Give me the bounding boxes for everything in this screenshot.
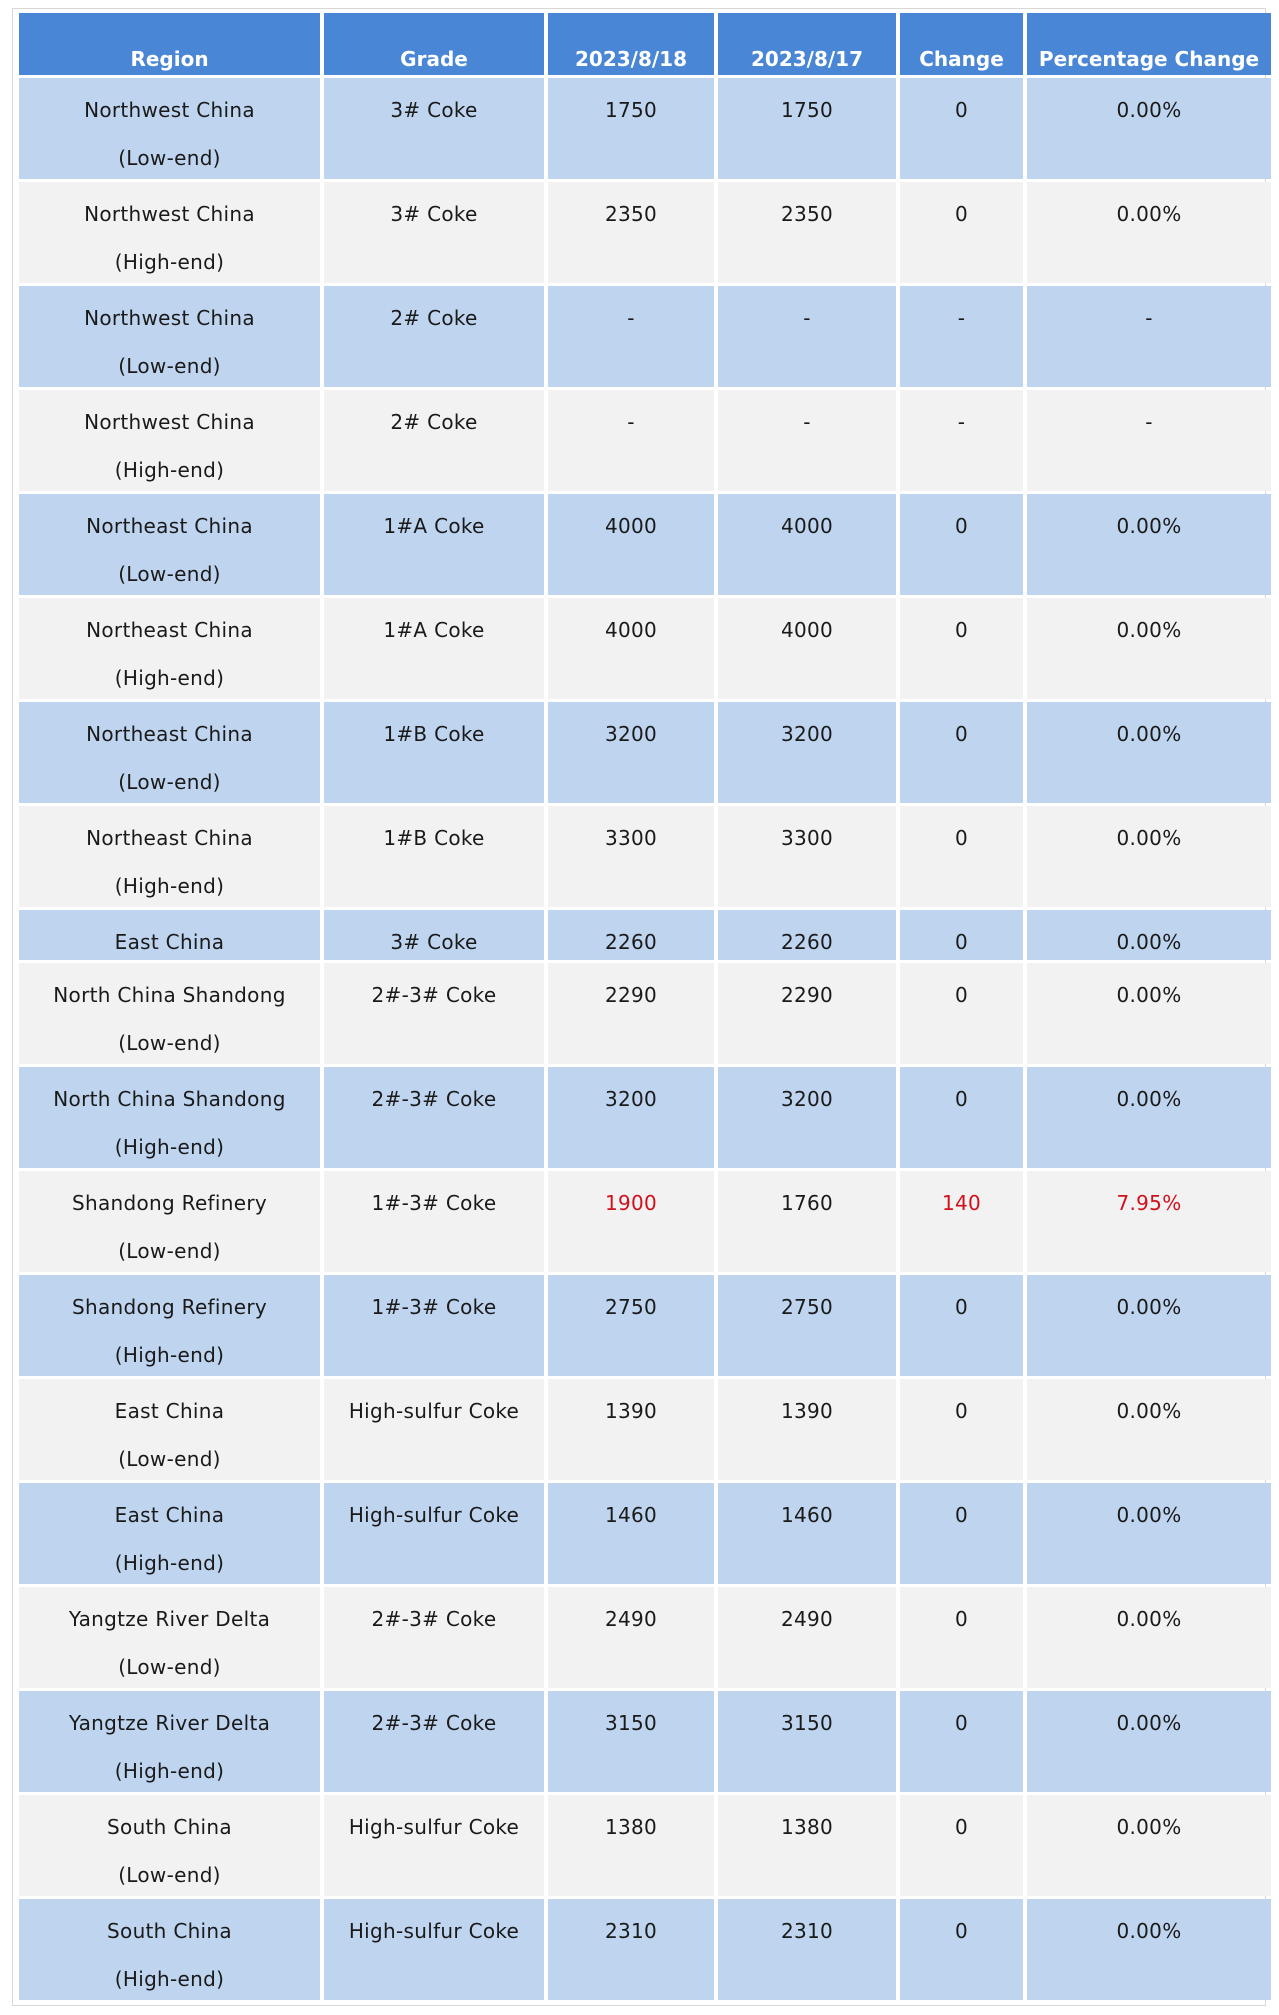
price-date-2-cell (718, 910, 896, 960)
price-date-2-cell (718, 806, 896, 907)
percentage-change-cell (1027, 1587, 1271, 1688)
region-range: (High-end) (114, 1759, 225, 1783)
region-cell (19, 1587, 320, 1688)
price-date-1-cell-value: - (627, 410, 635, 434)
price-date-2-cell (718, 963, 896, 1064)
price-date-2-cell (718, 78, 896, 179)
change-cell-value: 0 (954, 1087, 969, 1111)
region-name: South China (107, 1919, 232, 1943)
price-date-1-cell-value: 2350 (604, 202, 658, 226)
grade-cell-value: 3# Coke (390, 930, 478, 954)
price-date-1-cell (548, 390, 714, 491)
region-range: (Low-end) (118, 1655, 221, 1679)
grade-cell (324, 1587, 544, 1688)
price-date-2-cell (718, 286, 896, 387)
change-cell (900, 1275, 1023, 1376)
table-row (19, 1483, 1271, 1584)
price-date-2-cell-value: 2290 (780, 983, 834, 1007)
price-date-2-cell-value: 3200 (780, 1087, 834, 1111)
percentage-change-cell (1027, 1795, 1271, 1896)
percentage-change-cell-value: 0.00% (1116, 1295, 1182, 1319)
change-cell-value: 0 (954, 1607, 969, 1631)
percentage-change-cell-value: 0.00% (1116, 930, 1182, 954)
percentage-change-cell-value: 0.00% (1116, 1503, 1182, 1527)
table-row (19, 1275, 1271, 1376)
grade-cell (324, 963, 544, 1064)
price-date-1-cell-value: 3200 (604, 722, 658, 746)
grade-cell-value: 2# Coke (390, 410, 478, 434)
grade-cell-value: 2#-3# Coke (371, 1711, 497, 1735)
price-date-1-cell-value: - (627, 306, 635, 330)
change-cell-value: 0 (954, 826, 969, 850)
grade-cell (324, 1899, 544, 2000)
region-cell (19, 806, 320, 907)
column-header-date-2: 2023/8/17 (718, 13, 896, 75)
region-name: Northeast China (86, 722, 253, 746)
percentage-change-cell (1027, 390, 1271, 491)
price-date-2-cell (718, 494, 896, 595)
price-table (15, 10, 1275, 2003)
region-range: (High-end) (114, 250, 225, 274)
price-date-2-cell (718, 1691, 896, 1792)
change-cell-value: 0 (954, 722, 969, 746)
region-range: (Low-end) (118, 562, 221, 586)
region-name: North China Shandong (53, 983, 286, 1007)
grade-cell (324, 1691, 544, 1792)
change-cell-value: 0 (954, 1295, 969, 1319)
change-cell (900, 78, 1023, 179)
change-cell (900, 1067, 1023, 1168)
region-name: Northeast China (86, 514, 253, 538)
percentage-change-cell-value: 0.00% (1116, 1815, 1182, 1839)
price-date-2-cell-value: 3200 (780, 722, 834, 746)
grade-cell-value: High-sulfur Coke (348, 1399, 520, 1423)
percentage-change-cell (1027, 1275, 1271, 1376)
percentage-change-cell-value: 0.00% (1116, 826, 1182, 850)
region-cell (19, 598, 320, 699)
price-date-1-cell-value: 2490 (604, 1607, 658, 1631)
grade-cell-value: 3# Coke (390, 202, 478, 226)
region-name: Northwest China (84, 306, 255, 330)
price-date-1-cell-value: 3200 (604, 1087, 658, 1111)
price-date-1-cell (548, 1795, 714, 1896)
price-date-1-cell-value: 1390 (604, 1399, 658, 1423)
price-date-2-cell-value: 3150 (780, 1711, 834, 1735)
change-cell-value: 0 (954, 983, 969, 1007)
grade-cell (324, 390, 544, 491)
change-cell-value: 0 (954, 1919, 969, 1943)
price-date-1-cell (548, 806, 714, 907)
region-range: (Low-end) (118, 1031, 221, 1055)
table-row (19, 390, 1271, 491)
table-row (19, 1587, 1271, 1688)
region-cell (19, 390, 320, 491)
price-date-1-cell (548, 1483, 714, 1584)
change-cell-value: 0 (954, 98, 969, 122)
price-date-2-cell-value: - (803, 410, 811, 434)
region-range: (Low-end) (118, 770, 221, 794)
change-cell-value: 140 (941, 1191, 982, 1215)
price-date-2-cell-value: 4000 (780, 514, 834, 538)
percentage-change-cell (1027, 1483, 1271, 1584)
price-date-2-cell-value: 2750 (780, 1295, 834, 1319)
table-body (19, 78, 1271, 2000)
percentage-change-cell (1027, 78, 1271, 179)
region-name: East China (114, 1503, 225, 1527)
percentage-change-cell-value: - (1145, 410, 1153, 434)
grade-cell-value: 3# Coke (390, 98, 478, 122)
grade-cell (324, 1483, 544, 1584)
region-cell (19, 1275, 320, 1376)
region-cell (19, 702, 320, 803)
region-name: Yangtze River Delta (68, 1607, 271, 1631)
region-range: (High-end) (114, 874, 225, 898)
price-date-2-cell-value: 3300 (780, 826, 834, 850)
region-cell (19, 1899, 320, 2000)
grade-cell (324, 1379, 544, 1480)
region-cell (19, 78, 320, 179)
grade-cell (324, 806, 544, 907)
price-date-1-cell-value: 2750 (604, 1295, 658, 1319)
price-date-2-cell (718, 1275, 896, 1376)
grade-cell (324, 1171, 544, 1272)
region-cell (19, 1795, 320, 1896)
price-date-2-cell-value: 1390 (780, 1399, 834, 1423)
table-row (19, 182, 1271, 283)
grade-cell-value: High-sulfur Coke (348, 1919, 520, 1943)
region-cell (19, 1067, 320, 1168)
region-range: (Low-end) (118, 1239, 221, 1263)
region-range: (High-end) (114, 1551, 225, 1575)
table-row (19, 1899, 1271, 2000)
percentage-change-cell (1027, 806, 1271, 907)
percentage-change-cell-value: 0.00% (1116, 722, 1182, 746)
grade-cell-value: High-sulfur Coke (348, 1815, 520, 1839)
region-range: (High-end) (114, 666, 225, 690)
percentage-change-cell (1027, 963, 1271, 1064)
price-date-1-cell (548, 494, 714, 595)
change-cell (900, 1171, 1023, 1272)
percentage-change-cell (1027, 1171, 1271, 1272)
region-range: (High-end) (114, 1967, 225, 1991)
change-cell (900, 286, 1023, 387)
price-date-2-cell (718, 1795, 896, 1896)
price-date-1-cell (548, 1275, 714, 1376)
change-cell (900, 1483, 1023, 1584)
price-date-2-cell (718, 1067, 896, 1168)
change-cell-value: 0 (954, 1815, 969, 1839)
change-cell-value: 0 (954, 1503, 969, 1527)
price-date-2-cell-value: 2490 (780, 1607, 834, 1631)
table-row (19, 1691, 1271, 1792)
percentage-change-cell-value: 7.95% (1116, 1191, 1182, 1215)
column-header-grade: Grade (324, 13, 544, 75)
price-date-1-cell (548, 1587, 714, 1688)
change-cell-value: 0 (954, 514, 969, 538)
region-name: Northeast China (86, 618, 253, 642)
percentage-change-cell-value: 0.00% (1116, 202, 1182, 226)
region-name: South China (107, 1815, 232, 1839)
percentage-change-cell (1027, 910, 1271, 960)
price-date-2-cell (718, 1587, 896, 1688)
price-date-2-cell-value: 2310 (780, 1919, 834, 1943)
change-cell (900, 182, 1023, 283)
change-cell-value: - (957, 410, 966, 434)
percentage-change-cell-value: 0.00% (1116, 98, 1182, 122)
grade-cell-value: 2#-3# Coke (371, 1607, 497, 1631)
grade-cell (324, 1275, 544, 1376)
price-date-2-cell-value: 1760 (780, 1191, 834, 1215)
percentage-change-cell (1027, 1691, 1271, 1792)
change-cell-value: 0 (954, 1711, 969, 1735)
percentage-change-cell-value: 0.00% (1116, 1711, 1182, 1735)
percentage-change-cell-value: 0.00% (1116, 1087, 1182, 1111)
change-cell (900, 1691, 1023, 1792)
price-date-1-cell-value: 4000 (604, 514, 658, 538)
region-range: (High-end) (114, 458, 225, 482)
region-cell (19, 1171, 320, 1272)
price-date-1-cell (548, 286, 714, 387)
table-row (19, 494, 1271, 595)
percentage-change-cell (1027, 286, 1271, 387)
change-cell (900, 1587, 1023, 1688)
change-cell (900, 963, 1023, 1064)
table-row (19, 963, 1271, 1064)
change-cell (900, 1379, 1023, 1480)
region-range: (High-end) (114, 1343, 225, 1367)
table-row (19, 598, 1271, 699)
price-date-2-cell (718, 182, 896, 283)
region-cell (19, 963, 320, 1064)
grade-cell (324, 1795, 544, 1896)
price-date-1-cell (548, 182, 714, 283)
change-cell-value: 0 (954, 202, 969, 226)
price-date-2-cell (718, 598, 896, 699)
table-row (19, 1171, 1271, 1272)
region-range: (High-end) (114, 1135, 225, 1159)
percentage-change-cell (1027, 1379, 1271, 1480)
price-date-2-cell-value: 2260 (780, 930, 834, 954)
change-cell (900, 910, 1023, 960)
region-name: Northeast China (86, 826, 253, 850)
percentage-change-cell (1027, 702, 1271, 803)
grade-cell-value: 1#B Coke (383, 826, 485, 850)
region-range: (Low-end) (118, 1447, 221, 1471)
price-date-1-cell-value: 1460 (604, 1503, 658, 1527)
percentage-change-cell-value: 0.00% (1116, 1399, 1182, 1423)
region-name: North China Shandong (53, 1087, 286, 1111)
price-date-2-cell-value: 1380 (780, 1815, 834, 1839)
percentage-change-cell (1027, 1899, 1271, 2000)
price-date-1-cell (548, 910, 714, 960)
percentage-change-cell-value: - (1145, 306, 1153, 330)
price-date-1-cell-value: 1900 (604, 1191, 658, 1215)
region-name: Shandong Refinery (71, 1295, 267, 1319)
grade-cell-value: 1#-3# Coke (371, 1191, 497, 1215)
region-name: East China (114, 930, 225, 954)
grade-cell (324, 494, 544, 595)
table-row (19, 910, 1271, 960)
column-header-region: Region (19, 13, 320, 75)
change-cell (900, 1795, 1023, 1896)
price-date-2-cell-value: - (803, 306, 811, 330)
column-header-change: Change (900, 13, 1023, 75)
grade-cell (324, 1067, 544, 1168)
column-header-percentage-change: Percentage Change (1027, 13, 1271, 75)
region-range: (Low-end) (118, 354, 221, 378)
grade-cell-value: 2# Coke (390, 306, 478, 330)
region-name: Yangtze River Delta (68, 1711, 271, 1735)
region-cell (19, 910, 320, 960)
change-cell-value: - (957, 306, 966, 330)
change-cell (900, 598, 1023, 699)
price-date-1-cell (548, 1691, 714, 1792)
price-date-1-cell-value: 2290 (604, 983, 658, 1007)
price-date-2-cell-value: 1750 (780, 98, 834, 122)
change-cell (900, 1899, 1023, 2000)
price-date-1-cell (548, 1379, 714, 1480)
grade-cell (324, 78, 544, 179)
price-date-1-cell (548, 1899, 714, 2000)
region-cell (19, 182, 320, 283)
grade-cell (324, 702, 544, 803)
table-row (19, 78, 1271, 179)
price-date-1-cell-value: 1380 (604, 1815, 658, 1839)
price-date-2-cell-value: 2350 (780, 202, 834, 226)
price-date-1-cell-value: 4000 (604, 618, 658, 642)
price-date-1-cell-value: 3300 (604, 826, 658, 850)
price-date-2-cell (718, 1171, 896, 1272)
price-date-2-cell (718, 1483, 896, 1584)
price-date-1-cell-value: 2310 (604, 1919, 658, 1943)
change-cell (900, 494, 1023, 595)
percentage-change-cell-value: 0.00% (1116, 514, 1182, 538)
grade-cell-value: High-sulfur Coke (348, 1503, 520, 1527)
change-cell (900, 390, 1023, 491)
price-date-1-cell (548, 78, 714, 179)
region-name: East China (114, 1399, 225, 1423)
region-cell (19, 494, 320, 595)
table-row (19, 702, 1271, 803)
column-header-date-1: 2023/8/18 (548, 13, 714, 75)
header-row (19, 13, 1271, 75)
percentage-change-cell-value: 0.00% (1116, 618, 1182, 642)
grade-cell-value: 1#A Coke (383, 618, 485, 642)
percentage-change-cell-value: 0.00% (1116, 983, 1182, 1007)
change-cell-value: 0 (954, 618, 969, 642)
grade-cell-value: 2#-3# Coke (371, 983, 497, 1007)
change-cell-value: 0 (954, 1399, 969, 1423)
percentage-change-cell (1027, 182, 1271, 283)
region-cell (19, 286, 320, 387)
region-name: Shandong Refinery (71, 1191, 267, 1215)
price-date-1-cell (548, 598, 714, 699)
price-date-1-cell (548, 1171, 714, 1272)
table-row (19, 806, 1271, 907)
region-cell (19, 1483, 320, 1584)
grade-cell-value: 2#-3# Coke (371, 1087, 497, 1111)
grade-cell-value: 1#-3# Coke (371, 1295, 497, 1319)
region-cell (19, 1379, 320, 1480)
grade-cell (324, 182, 544, 283)
price-date-2-cell (718, 1379, 896, 1480)
region-name: Northwest China (84, 202, 255, 226)
grade-cell-value: 1#A Coke (383, 514, 485, 538)
price-date-1-cell (548, 963, 714, 1064)
price-date-2-cell-value: 1460 (780, 1503, 834, 1527)
percentage-change-cell (1027, 1067, 1271, 1168)
change-cell (900, 806, 1023, 907)
table-row (19, 1067, 1271, 1168)
price-date-2-cell (718, 1899, 896, 2000)
grade-cell (324, 286, 544, 387)
percentage-change-cell (1027, 494, 1271, 595)
grade-cell (324, 910, 544, 960)
region-name: Northwest China (84, 410, 255, 434)
grade-cell-value: 1#B Coke (383, 722, 485, 746)
grade-cell (324, 598, 544, 699)
percentage-change-cell-value: 0.00% (1116, 1919, 1182, 1943)
price-date-1-cell-value: 3150 (604, 1711, 658, 1735)
price-date-1-cell-value: 2260 (604, 930, 658, 954)
table-row (19, 1379, 1271, 1480)
region-cell (19, 1691, 320, 1792)
table-row (19, 286, 1271, 387)
price-date-1-cell (548, 702, 714, 803)
price-date-2-cell (718, 702, 896, 803)
price-date-1-cell-value: 1750 (604, 98, 658, 122)
region-range: (Low-end) (118, 1863, 221, 1887)
region-range: (Low-end) (118, 146, 221, 170)
table-row (19, 1795, 1271, 1896)
price-date-2-cell (718, 390, 896, 491)
change-cell-value: 0 (954, 930, 969, 954)
region-name: Northwest China (84, 98, 255, 122)
price-date-1-cell (548, 1067, 714, 1168)
percentage-change-cell (1027, 598, 1271, 699)
percentage-change-cell-value: 0.00% (1116, 1607, 1182, 1631)
change-cell (900, 702, 1023, 803)
price-date-2-cell-value: 4000 (780, 618, 834, 642)
